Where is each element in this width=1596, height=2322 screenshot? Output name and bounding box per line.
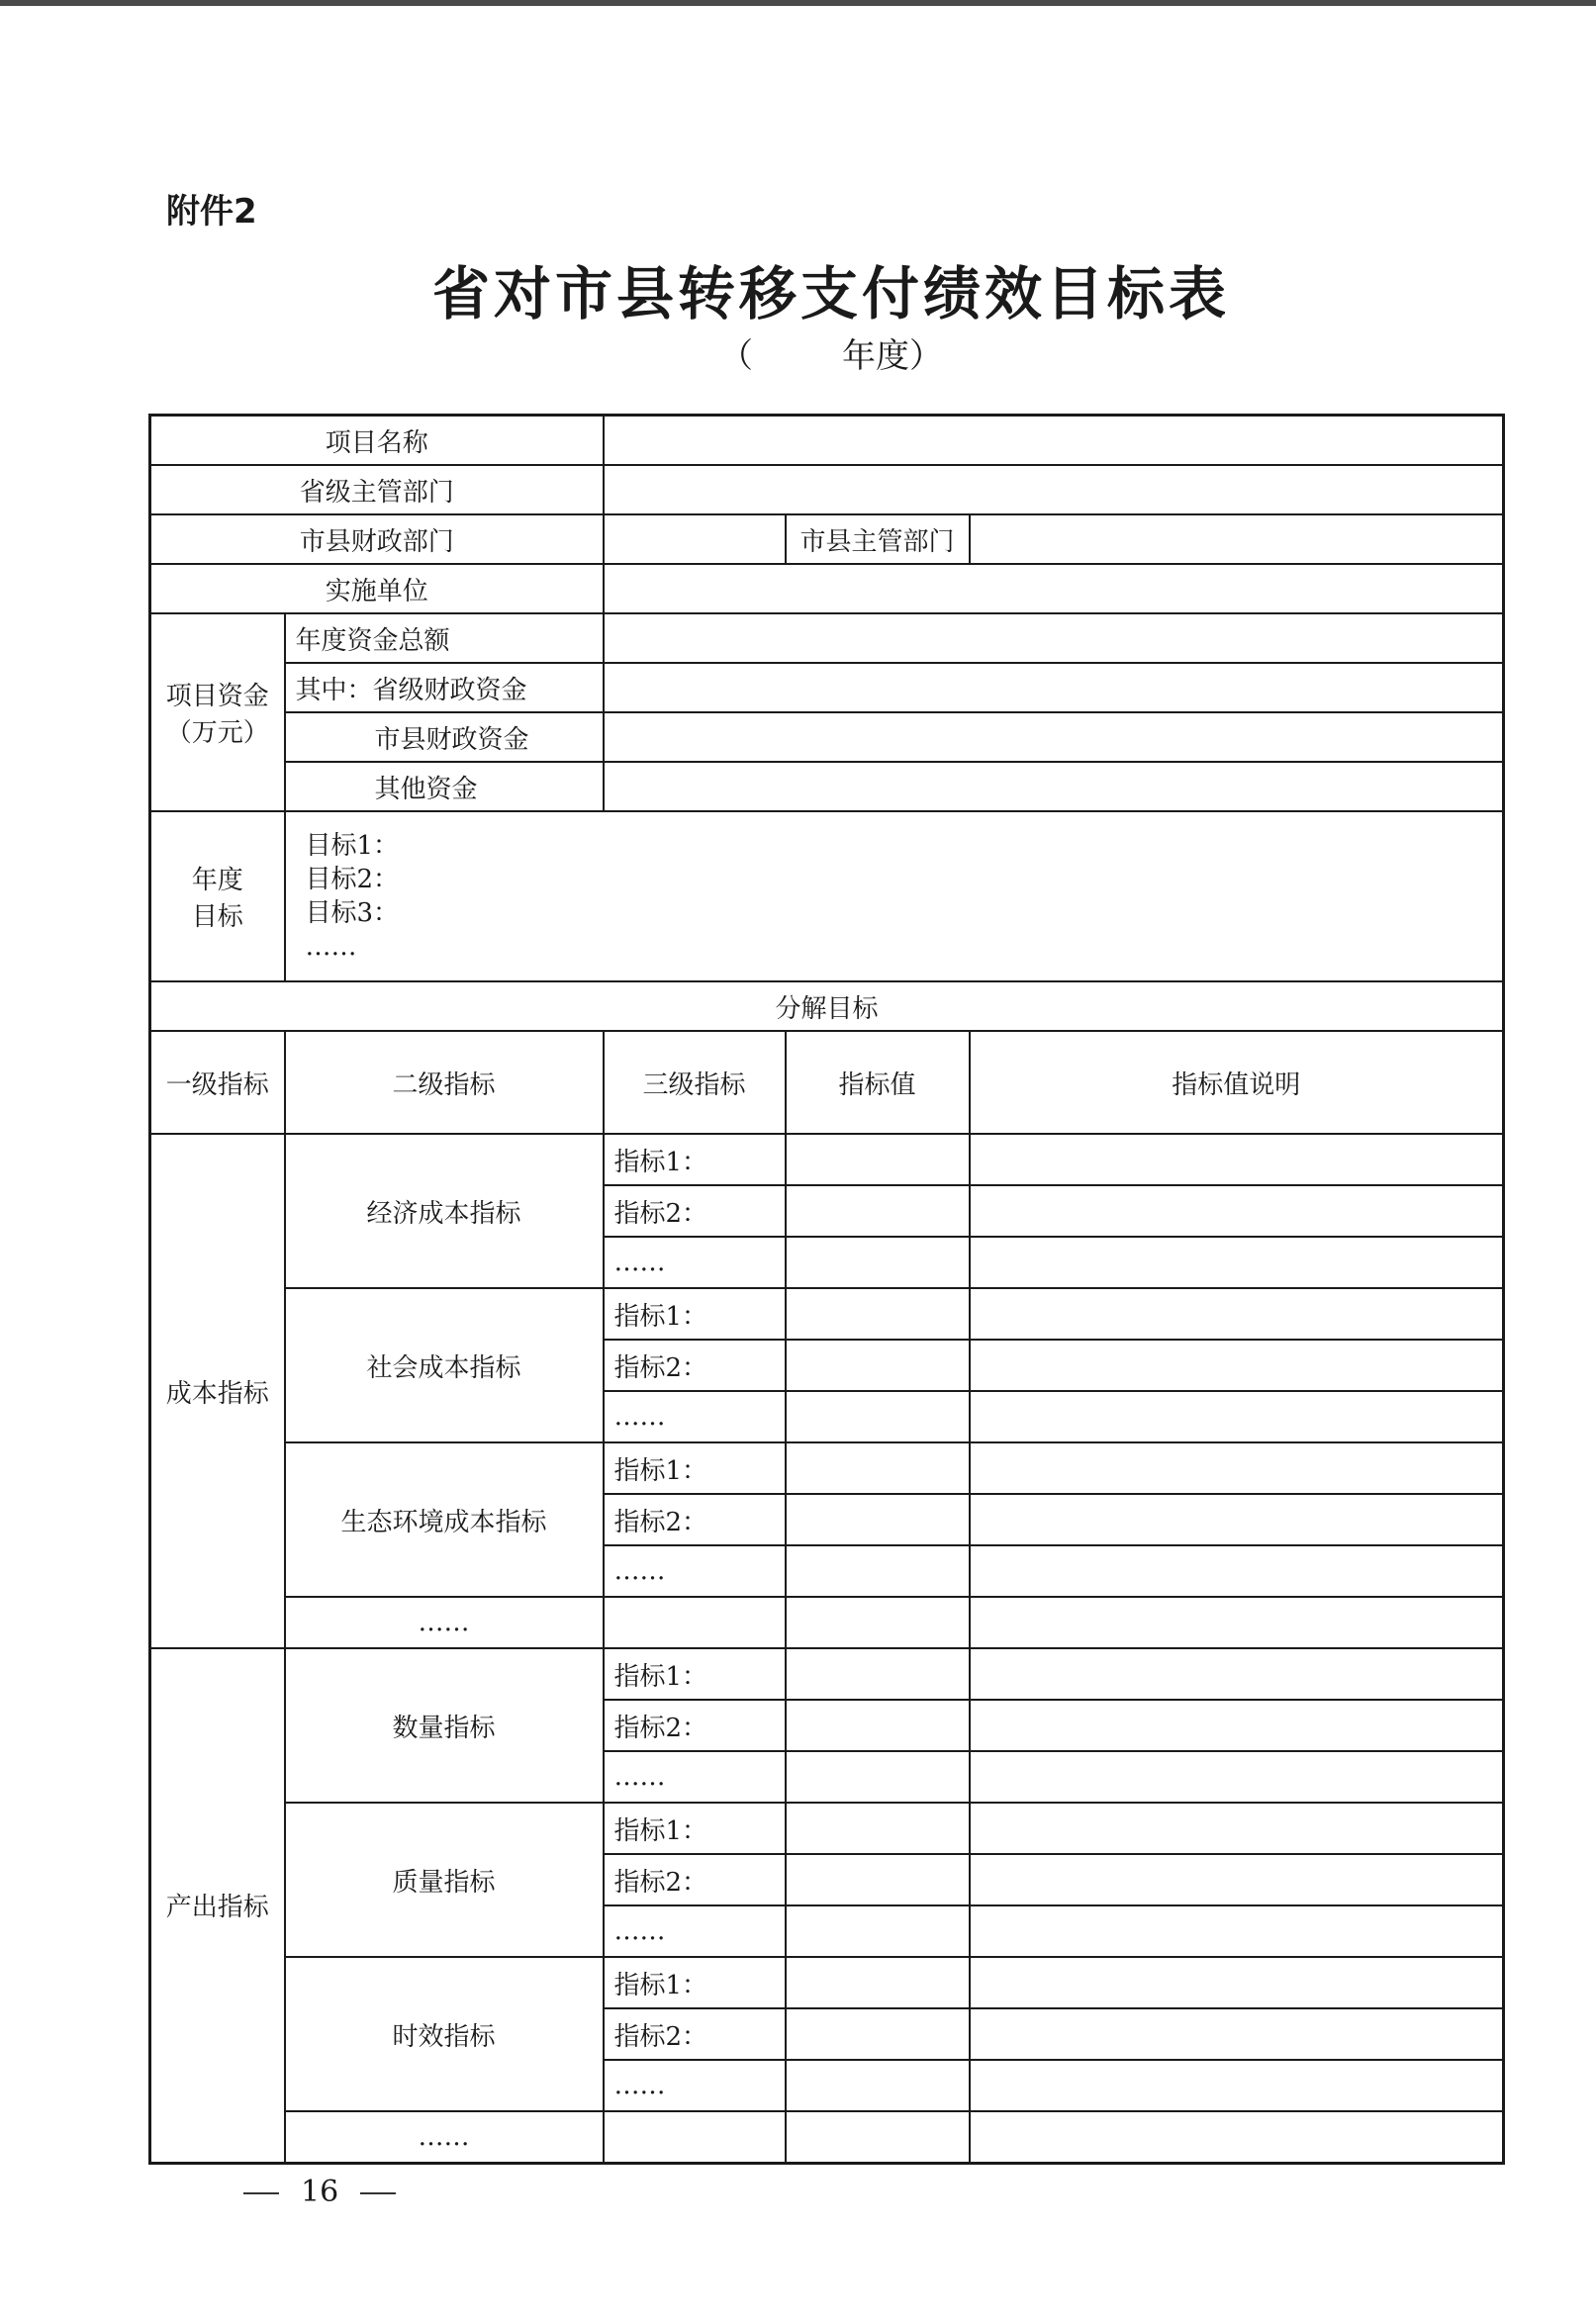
- level2-indicator: 社会成本指标: [285, 1288, 604, 1442]
- goal-line: 目标1：: [305, 831, 400, 861]
- level3-indicator[interactable]: ……: [604, 1905, 786, 1957]
- level3-indicator[interactable]: ……: [604, 2060, 786, 2111]
- indicator-value-cell[interactable]: [786, 1700, 970, 1751]
- indicator-desc-cell[interactable]: [970, 1185, 1504, 1237]
- level2-more: ……: [285, 1597, 604, 1648]
- funds-provincial-label: 其中：省级财政资金: [285, 663, 604, 712]
- breakdown-title: 分解目标: [150, 981, 1504, 1031]
- indicator-value-cell[interactable]: [786, 1442, 970, 1494]
- document-title: 省对市县转移支付绩效目标表: [431, 260, 1230, 327]
- level2-indicator: 时效指标: [285, 1957, 604, 2111]
- goal-line: ……: [305, 932, 357, 962]
- funds-county-value[interactable]: [604, 712, 1504, 762]
- indicator-value-cell[interactable]: [786, 1185, 970, 1237]
- indicator-value-cell[interactable]: [786, 1288, 970, 1340]
- indicator-desc-cell[interactable]: [970, 1803, 1504, 1854]
- county-dept-label: 市县主管部门: [786, 514, 970, 564]
- impl-unit-value[interactable]: [604, 564, 1504, 613]
- funds-total-label: 年度资金总额: [285, 613, 604, 663]
- indicator-value-cell[interactable]: [786, 2111, 970, 2163]
- county-dept-value[interactable]: [970, 514, 1504, 564]
- annual-goal-content[interactable]: [285, 811, 1504, 981]
- funds-total-value[interactable]: [604, 613, 1504, 663]
- level3-indicator[interactable]: 指标2：: [604, 1185, 786, 1237]
- funds-label-line2: （万元）: [165, 718, 269, 748]
- indicator-value-cell[interactable]: [786, 1237, 970, 1288]
- indicator-value-cell[interactable]: [786, 1905, 970, 1957]
- county-finance-dept-value[interactable]: [604, 514, 786, 564]
- indicator-desc-cell[interactable]: [970, 1391, 1504, 1442]
- indicator-value-cell[interactable]: [786, 1494, 970, 1545]
- indicator-desc-cell[interactable]: [970, 1597, 1504, 1648]
- level3-empty-cell[interactable]: [604, 2111, 786, 2163]
- col-level1-header: 一级指标: [150, 1031, 285, 1134]
- provincial-dept-label: 省级主管部门: [150, 465, 604, 514]
- indicator-value-cell[interactable]: [786, 1134, 970, 1185]
- indicator-desc-cell[interactable]: [970, 1751, 1504, 1803]
- level2-indicator: 质量指标: [285, 1803, 604, 1957]
- indicator-value-cell[interactable]: [786, 1340, 970, 1391]
- indicator-desc-cell[interactable]: [970, 2060, 1504, 2111]
- indicator-desc-cell[interactable]: [970, 1854, 1504, 1905]
- subtitle-open: （: [719, 336, 753, 376]
- level2-more: ……: [285, 2111, 604, 2163]
- indicator-value-cell[interactable]: [786, 2008, 970, 2060]
- year-subtitle: [0, 328, 1596, 377]
- indicator-value-cell[interactable]: [786, 1648, 970, 1700]
- footer-dash-left: [243, 2192, 279, 2194]
- level2-indicator: 经济成本指标: [285, 1134, 604, 1288]
- level1-indicator: 成本指标: [150, 1134, 285, 1648]
- indicator-desc-cell[interactable]: [970, 1957, 1504, 2008]
- indicator-desc-cell[interactable]: [970, 1545, 1504, 1597]
- page-number: 16: [301, 2175, 339, 2209]
- indicator-desc-cell[interactable]: [970, 1442, 1504, 1494]
- level3-indicator[interactable]: 指标1：: [604, 1442, 786, 1494]
- funds-county-label: 市县财政资金: [285, 712, 604, 762]
- level3-indicator[interactable]: ……: [604, 1237, 786, 1288]
- indicator-value-cell[interactable]: [786, 2060, 970, 2111]
- goal-line: 目标3：: [305, 898, 400, 928]
- indicator-value-cell[interactable]: [786, 1391, 970, 1442]
- level3-indicator[interactable]: ……: [604, 1545, 786, 1597]
- col-value-header: 指标值: [786, 1031, 970, 1134]
- indicator-value-cell[interactable]: [786, 1545, 970, 1597]
- indicator-desc-cell[interactable]: [970, 1288, 1504, 1340]
- indicator-groups: [150, 1134, 1504, 2163]
- indicator-desc-cell[interactable]: [970, 2008, 1504, 2060]
- level3-indicator[interactable]: 指标1：: [604, 1134, 786, 1185]
- indicator-desc-cell[interactable]: [970, 1134, 1504, 1185]
- funds-other-label: 其他资金: [285, 762, 604, 811]
- indicator-value-cell[interactable]: [786, 1803, 970, 1854]
- level2-indicator: 生态环境成本指标: [285, 1442, 604, 1597]
- indicator-desc-cell[interactable]: [970, 1905, 1504, 1957]
- level3-indicator[interactable]: 指标2：: [604, 1700, 786, 1751]
- annual-goal-label-line1: 年度: [191, 866, 243, 895]
- attachment-label: 附件2: [166, 192, 257, 232]
- level3-empty-cell[interactable]: [604, 1597, 786, 1648]
- level3-indicator[interactable]: 指标1：: [604, 1803, 786, 1854]
- goal-line: 目标2：: [305, 865, 400, 894]
- indicator-desc-cell[interactable]: [970, 2111, 1504, 2163]
- county-finance-dept-label: 市县财政部门: [150, 514, 604, 564]
- indicator-desc-cell[interactable]: [970, 1494, 1504, 1545]
- level3-indicator[interactable]: 指标1：: [604, 1288, 786, 1340]
- level3-indicator[interactable]: 指标1：: [604, 1957, 786, 2008]
- annual-goal-label: [150, 811, 285, 981]
- indicator-desc-cell[interactable]: [970, 1340, 1504, 1391]
- level3-indicator[interactable]: 指标1：: [604, 1648, 786, 1700]
- footer-dash-right: [360, 2192, 396, 2194]
- level3-indicator[interactable]: ……: [604, 1751, 786, 1803]
- level3-indicator[interactable]: 指标2：: [604, 1340, 786, 1391]
- performance-target-table: [148, 414, 1505, 2165]
- level3-indicator[interactable]: 指标2：: [604, 1854, 786, 1905]
- col-level2-header: 二级指标: [285, 1031, 604, 1134]
- indicator-desc-cell[interactable]: [970, 1648, 1504, 1700]
- indicator-desc-cell[interactable]: [970, 1237, 1504, 1288]
- provincial-dept-value[interactable]: [604, 465, 1504, 514]
- funds-provincial-value[interactable]: [604, 663, 1504, 712]
- indicator-value-cell[interactable]: [786, 1854, 970, 1905]
- scan-top-edge: [0, 0, 1596, 6]
- col-desc-header: 指标值说明: [970, 1031, 1504, 1134]
- level3-indicator[interactable]: ……: [604, 1391, 786, 1442]
- level3-indicator[interactable]: 指标2：: [604, 2008, 786, 2060]
- funds-label-line1: 项目资金: [165, 682, 269, 711]
- indicator-value-cell[interactable]: [786, 1751, 970, 1803]
- indicator-value-cell[interactable]: [786, 1597, 970, 1648]
- project-name-label: 项目名称: [150, 416, 604, 466]
- level2-indicator: 数量指标: [285, 1648, 604, 1803]
- funds-label: [150, 613, 285, 811]
- indicator-desc-cell[interactable]: [970, 1700, 1504, 1751]
- indicator-value-cell[interactable]: [786, 1957, 970, 2008]
- impl-unit-label: 实施单位: [150, 564, 604, 613]
- level3-indicator[interactable]: 指标2：: [604, 1494, 786, 1545]
- page-footer: [222, 2175, 418, 2209]
- project-name-value[interactable]: [604, 416, 1504, 466]
- annual-goal-label-line2: 目标: [191, 902, 243, 932]
- col-level3-header: 三级指标: [604, 1031, 786, 1134]
- funds-other-value[interactable]: [604, 762, 1504, 811]
- level1-indicator: 产出指标: [150, 1648, 285, 2163]
- subtitle-close: 年度）: [842, 336, 943, 376]
